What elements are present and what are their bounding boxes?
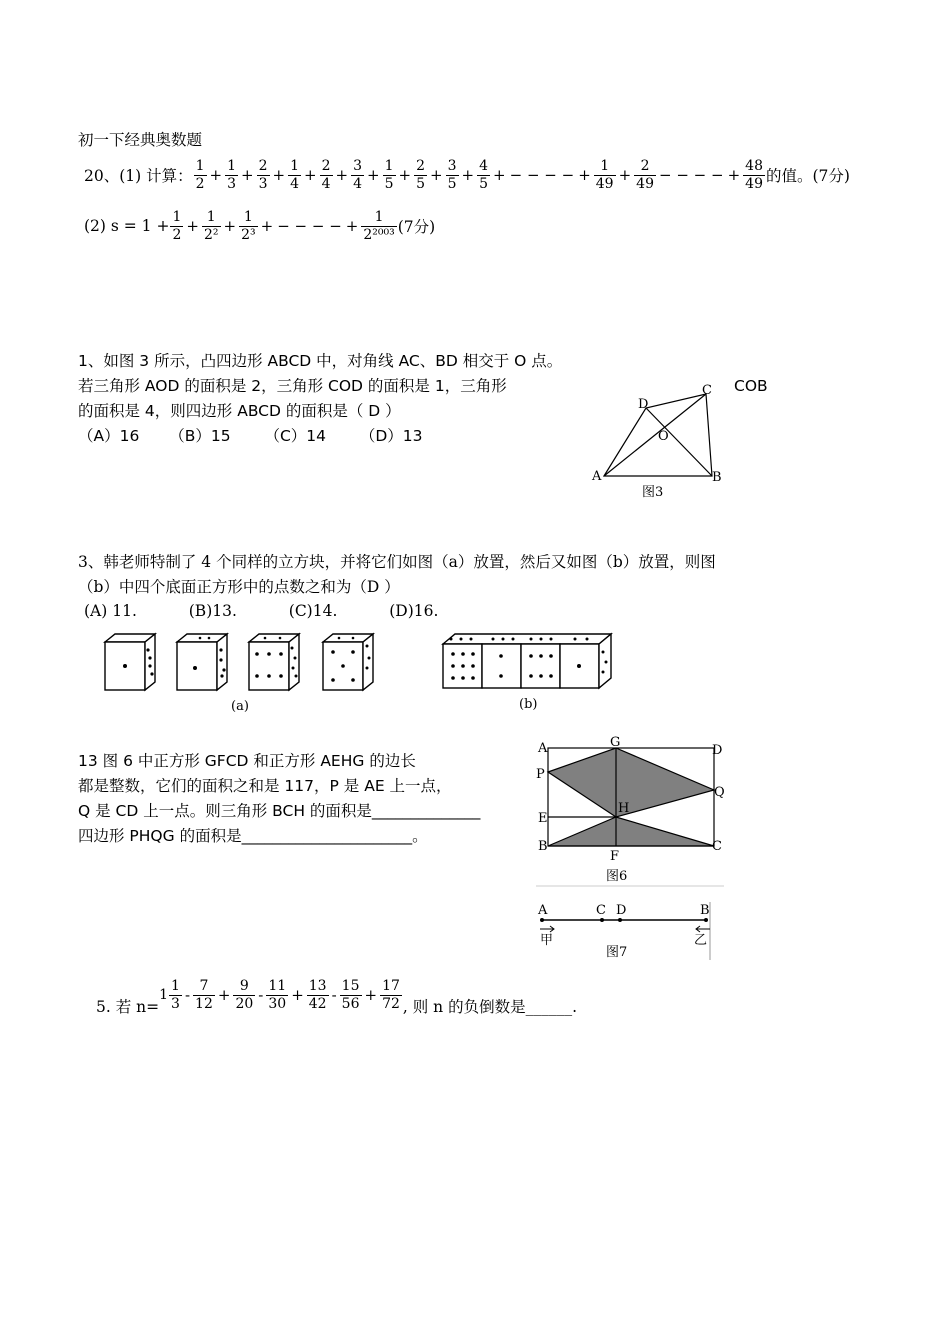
q13-line4: 四边形 PHQG 的面积是______________________。 <box>78 827 428 845</box>
q20-part1-terms <box>193 158 508 193</box>
plus-sign: + <box>618 166 632 184</box>
q13-line1: 13 图 6 中正方形 GFCD 和正方形 AEHG 的边长 <box>78 752 416 770</box>
q1-option-a: （A）16 <box>78 427 140 445</box>
arrow-left-icon <box>696 926 710 932</box>
q5-fraction: $\frac{11}{30}$ <box>268 977 287 1012</box>
q20-fraction: $\frac{2}{4}$ <box>321 157 331 192</box>
q3-option-d: (D)16. <box>389 602 439 620</box>
figure-7 <box>536 898 716 962</box>
q20-fraction: $\frac{4}{5}$ <box>479 157 489 192</box>
q20-fraction: $\frac{2}{3}$ <box>258 157 268 192</box>
q5 <box>96 972 577 1018</box>
fig3-caption: 图3 <box>642 485 664 500</box>
dice-caption-a: (a) <box>231 699 249 714</box>
fig6-caption: 图6 <box>606 869 628 884</box>
q20-fraction: $\frac{2}{5}$ <box>416 157 426 192</box>
plus-sign: + <box>241 166 254 184</box>
q20-dashes-3: − − − − <box>277 217 342 235</box>
fig6-label-h: H <box>618 801 630 816</box>
q5-sign: - <box>331 986 337 1004</box>
q20-part2-last-fraction: $\frac{1}{\text{2²⁰⁰³}}$ <box>363 208 395 243</box>
q5-fraction: $\frac{9}{20}$ <box>235 977 254 1012</box>
fig3-label-b: B <box>712 470 722 485</box>
q5-fraction: $\frac{15}{56}$ <box>341 977 360 1012</box>
q3-line1: 3、韩老师特制了 4 个同样的立方块，并将它们如图（a）放置，然后又如图（b）放置，则图 <box>78 553 716 571</box>
q20-part1-tail-terms <box>593 158 657 193</box>
q20-fraction: $\frac{1}{49}$ <box>595 157 614 192</box>
fig6-label-q: Q <box>714 785 725 800</box>
fig3-label-a: A <box>592 469 602 484</box>
q20-fraction: $\frac{1}{5}$ <box>384 157 394 192</box>
fig6-label-c: C <box>712 839 722 854</box>
fig6-label-f: F <box>610 849 620 864</box>
q1-line2-tail: COB <box>734 377 768 395</box>
plus-sign: + <box>209 166 223 184</box>
arrow-right-icon <box>540 926 554 932</box>
q20-part1-suffix: 的值。(7分) <box>765 167 850 185</box>
q13-line3: Q 是 CD 上一点。则三角形 BCH 的面积是______________ <box>78 802 481 820</box>
fig7-label-b: B <box>700 903 710 918</box>
fig3-label-o: O <box>658 429 669 444</box>
figure-6 <box>536 736 726 891</box>
q20-fraction: $\frac{2}{49}$ <box>636 157 654 192</box>
q20-fraction: $\frac{1}{3}$ <box>227 157 237 192</box>
q1-option-b: （B）15 <box>169 427 231 445</box>
plus-sign: + <box>727 166 741 184</box>
q3-option-b: (B)13. <box>188 602 237 620</box>
dice-caption-b: (b) <box>519 697 538 712</box>
fig6-label-e: E <box>538 811 548 826</box>
q5-fraction: $\frac{1}{3}$ <box>171 977 180 1012</box>
fig6-label-b: B <box>538 839 548 854</box>
q20-part1 <box>84 152 850 198</box>
fig6-label-g: G <box>610 735 621 750</box>
plus-sign: + <box>398 166 412 184</box>
q1-options <box>78 424 423 448</box>
fig7-label-d: D <box>616 903 627 918</box>
fig6-label-p: P <box>536 767 545 782</box>
q5-fraction: $\frac{17}{72}$ <box>382 977 400 1012</box>
fig3-label-c: C <box>702 383 712 398</box>
plus-sign: + <box>223 217 237 235</box>
q20-part2-fraction: $\frac{1}{\text{2²}}$ <box>203 208 219 243</box>
q3-option-a: (A) 11. <box>84 602 137 620</box>
q1-line1: 1、如图 3 所示，凸四边形 ABCD 中，对角线 AC、BD 相交于 O 点。 <box>78 352 563 370</box>
q20-fraction: $\frac{1}{2}$ <box>195 157 205 192</box>
q5-sign: + <box>291 986 304 1004</box>
q20-fraction: $\frac{3}{4}$ <box>353 157 363 192</box>
plus-sign: + <box>578 166 591 184</box>
q1-line2: 若三角形 AOD 的面积是 2，三角形 COD 的面积是 1，三角形 <box>78 377 507 395</box>
fig3-label-d: D <box>638 397 649 412</box>
plus-sign: + <box>367 166 380 184</box>
q20-fraction: $\frac{3}{5}$ <box>447 157 457 192</box>
q5-terms <box>168 978 403 1013</box>
plus-sign: + <box>335 166 349 184</box>
q5-sign: + <box>217 986 231 1004</box>
q3-options <box>84 599 438 623</box>
q5-fraction: $\frac{13}{42}$ <box>308 977 327 1012</box>
q20-part2-fraction: $\frac{1}{2}$ <box>172 208 182 243</box>
q20-last-fraction: $\frac{48}{49}$ <box>745 157 763 192</box>
q5-fraction: $\frac{7}{12}$ <box>195 977 213 1012</box>
plus-sign: + <box>186 217 199 235</box>
q1-option-d: （D）13 <box>359 427 423 445</box>
q20-dashes-1: − − − − <box>509 166 575 184</box>
fig6-label-a: A <box>538 741 548 756</box>
figure-3 <box>590 380 730 500</box>
q3-option-c: (C)14. <box>288 602 338 620</box>
dice-figure <box>95 630 625 720</box>
fig7-caption: 图7 <box>606 945 628 960</box>
plus-sign: + <box>272 166 286 184</box>
fig7-label-a: A <box>538 903 548 918</box>
q1-line3: 的面积是 4，则四边形 ABCD 的面积是（ D ） <box>78 402 401 420</box>
page-title: 初一下经典奥数题 <box>78 131 203 149</box>
plus-sign: + <box>430 166 443 184</box>
plus-sign: + <box>260 217 274 235</box>
q13-line2: 都是整数，它们的面积之和是 117，P 是 AE 上一点， <box>78 777 452 795</box>
q5-sign: - <box>258 986 264 1004</box>
q20-part2-terms <box>169 209 275 244</box>
fig7-label-jia: 甲 <box>540 933 554 948</box>
q20-dashes-2: − − − − <box>659 166 724 184</box>
q5-suffix: , 则 n 的负倒数是______. <box>402 998 578 1016</box>
q20-part2-prefix: (2) s = 1 + <box>84 217 170 235</box>
fig7-label-c: C <box>596 903 606 918</box>
q20-part1-prefix: 20、(1) 计算： <box>84 167 193 185</box>
q20-part2-suffix: (7分) <box>397 218 436 236</box>
q20-part2-fraction: $\frac{1}{\text{2³}}$ <box>241 208 256 243</box>
fig7-label-yi: 乙 <box>694 933 708 948</box>
plus-sign: + <box>304 166 317 184</box>
q20-fraction: $\frac{1}{4}$ <box>290 157 300 192</box>
fig6-label-d: D <box>712 743 723 758</box>
q5-mixed-whole: 1 <box>159 987 169 1003</box>
q3-line2: （b）中四个底面正方形中的点数之和为（D ） <box>78 578 400 596</box>
plus-sign: + <box>345 217 359 235</box>
q1-option-c: （C）14 <box>264 427 326 445</box>
plus-sign: + <box>461 166 475 184</box>
q20-part2 <box>84 204 435 248</box>
q5-prefix: 5. 若 n= <box>96 998 160 1016</box>
plus-sign: + <box>493 166 506 184</box>
q5-sign: + <box>364 986 378 1004</box>
q5-sign: - <box>184 986 191 1004</box>
